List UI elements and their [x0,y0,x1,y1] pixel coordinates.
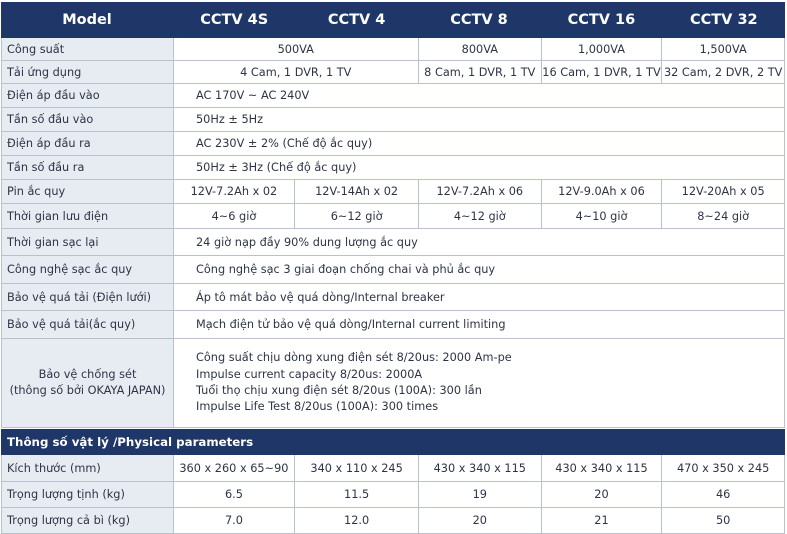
row-label: Điện áp đầu ra [2,132,174,155]
column-cctv-32: CCTV 32 [690,12,758,28]
cell: 50 [715,514,731,527]
row-label: Thời gian sạc lại [2,229,174,255]
cell: 24 giờ nạp đầy 90% dung lượng ắc quy [196,235,418,249]
cell: 50Hz ± 5Hz [196,113,264,126]
spec-table [1,2,785,534]
physical-section-title: Thông số vật lý /Physical parameters [1,429,785,455]
cell: 21 [542,508,663,533]
cell: 430 x 340 x 115 [419,455,542,481]
cell: Công nghệ sạc 3 giai đoạn chống chai và phủ ắc quy [196,263,496,276]
cell: 8 Cam, 1 DVR, 1 TV [419,61,542,83]
row-gross-weight [1,508,785,534]
model-header: Model [62,12,112,28]
row-charge-technology [1,256,785,284]
row-overload-grid [1,284,785,311]
cell: 32 Cam, 2 DVR, 2 TV [663,65,783,79]
cell: 360 x 260 x 65~90 [174,455,296,481]
cell: 800VA [419,38,542,60]
cell: 20 [419,508,542,533]
surge-line: Công suất chịu dòng xung điện sét 8/20us: 2000 Am-pe [196,351,512,365]
row-label [2,339,174,427]
row-label: Công suất [2,38,174,60]
row-battery [1,180,785,204]
cell: 6~12 giờ [295,204,419,228]
row-label: Trọng lượng tịnh (kg) [2,482,174,507]
row-net-weight [1,482,785,508]
cell: 11.5 [295,482,419,507]
cell: 12.0 [295,508,419,533]
row-label: Kích thước (mm) [2,455,174,481]
row-label: Pin ắc quy [2,180,174,203]
row-input-voltage [1,84,785,108]
cell: 8~24 giờ [697,209,750,223]
row-backup-time [1,204,785,229]
row-application [1,61,785,84]
cell: AC 230V ± 2% (Chế độ ắc quy) [196,137,373,150]
cell: 500VA [174,38,419,60]
surge-label-line1: Bảo vệ chống sét [38,368,137,382]
cell: 50Hz ± 3Hz (Chế độ ắc quy) [196,161,357,174]
cell: Mạch điện tử bảo vệ quá dòng/Internal current limiting [196,318,506,331]
row-surge-protection [1,339,785,428]
cell: 340 x 110 x 245 [295,455,419,481]
cell: 20 [542,482,663,507]
row-output-voltage [1,132,785,156]
surge-line: Impulse current capacity 8/20us: 2000A [196,367,423,381]
cell: 19 [419,482,542,507]
cell: 12V-9.0Ah x 06 [542,180,663,203]
row-label: Thời gian lưu điện [2,204,174,228]
cell: 16 Cam, 1 DVR, 1 TV [542,61,663,83]
cell: 12V-7.2Ah x 06 [419,180,542,203]
cell: 12V-14Ah x 02 [295,180,419,203]
row-overload-battery [1,311,785,339]
row-label: Tải ứng dụng [2,61,174,83]
cell: AC 170V ~ AC 240V [196,89,310,102]
cell: 12V-7.2Ah x 02 [174,180,296,203]
cell: 1,000VA [542,38,663,60]
cell: 1,500VA [699,42,747,56]
surge-line: Impulse Life Test 8/20us (100A): 300 times [196,400,439,414]
row-label: Điện áp đầu vào [2,84,174,107]
column-cctv-4: CCTV 4 [327,12,386,28]
column-cctv-16: CCTV 16 [567,12,636,28]
surge-line: Tuổi thọ chịu xung điện sét 8/20us (100A): 300 lần [196,384,482,397]
row-label: Bảo vệ quá tải(ắc quy) [2,311,174,338]
cell: 12V-20Ah x 05 [681,185,765,198]
row-charge-time [1,229,785,256]
table-header [1,2,785,38]
cell: 7.0 [174,508,296,533]
row-label: Trọng lượng cả bì (kg) [2,508,174,533]
row-label: Tần số đầu ra [2,156,174,179]
cell: 4~12 giờ [419,204,542,228]
row-dimensions [1,455,785,482]
cell: 4~6 giờ [174,204,296,228]
cell: 470 x 350 x 245 [676,461,770,475]
model-columns [173,2,785,38]
row-power [1,38,785,61]
column-cctv-8: CCTV 8 [450,12,508,28]
row-label: Công nghệ sạc ắc quy [2,256,174,283]
cell: 4 Cam, 1 DVR, 1 TV [174,61,419,83]
cell: 46 [715,488,731,501]
row-input-frequency [1,108,785,132]
cell: 4~10 giờ [542,204,663,228]
column-cctv-4s: CCTV 4S [200,12,269,28]
cell: 6.5 [174,482,296,507]
cell: 430 x 340 x 115 [542,455,663,481]
row-label: Bảo vệ quá tải (Điện lưới) [2,284,174,310]
cell: Áp tô mát bảo vệ quá dòng/Internal breaker [196,290,445,304]
surge-label-line2: (thông số bởi OKAYA JAPAN) [9,384,166,397]
row-label: Tần số đầu vào [2,108,174,131]
row-output-frequency [1,156,785,180]
cell [174,339,784,427]
